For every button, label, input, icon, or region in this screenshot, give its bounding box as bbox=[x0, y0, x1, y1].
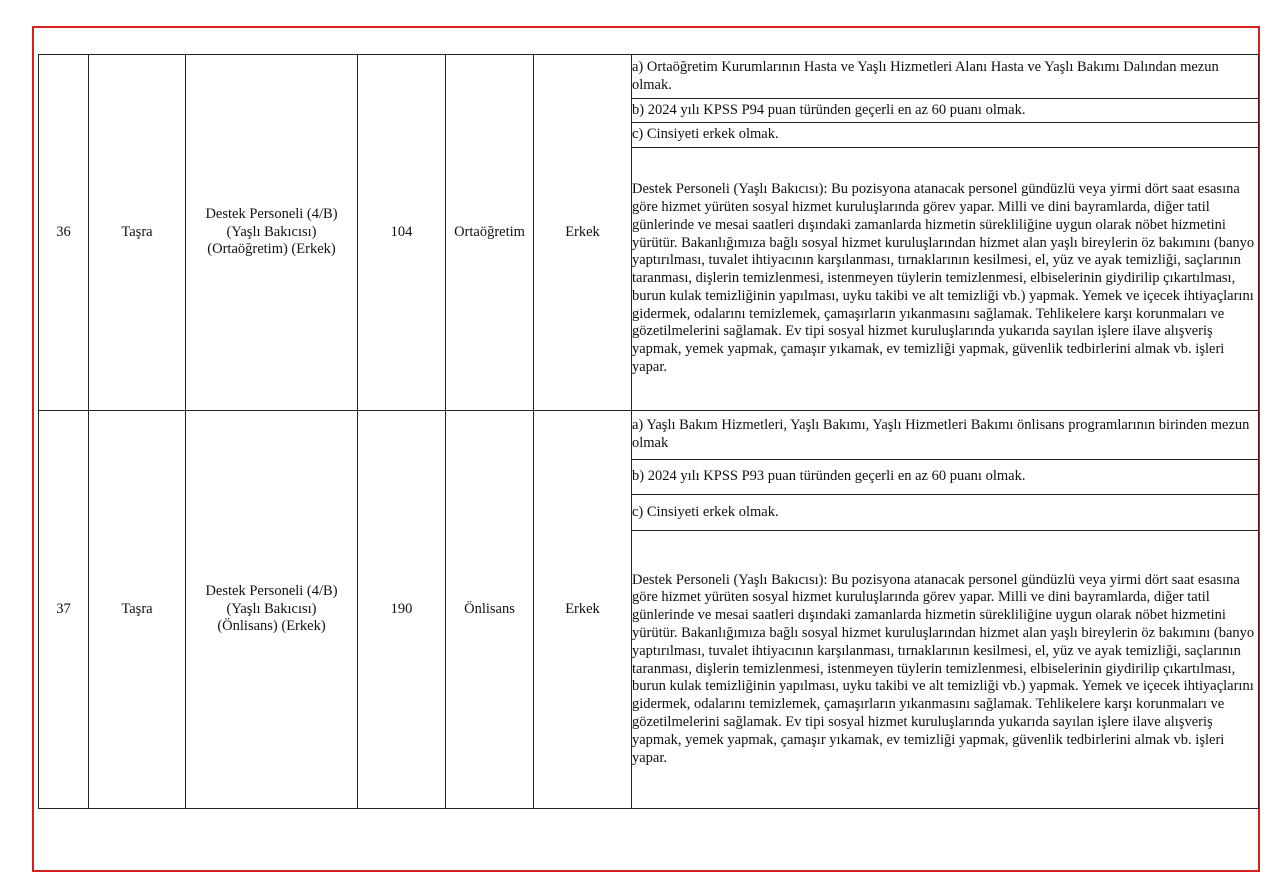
requirement-c: c) Cinsiyeti erkek olmak. bbox=[632, 495, 1259, 531]
position-count-cell: 190 bbox=[358, 411, 446, 809]
row-number: 36 bbox=[39, 55, 89, 411]
requirement-b: b) 2024 yılı KPSS P93 puan türünden geçerli en az 60 puanı olmak. bbox=[632, 460, 1259, 495]
row-number: 37 bbox=[39, 411, 89, 809]
job-description: Destek Personeli (Yaşlı Bakıcısı): Bu pozisyona atanacak personel gündüzlü veya yirmi dört saat esasına göre hizmet yürüten sosyal hizmet kuruluşlarında görev yapar. Milli ve dini bayramlarda, diğer tatil günlerinde ve mesai saatleri dışındaki zamanlarda hizmetin sürekliliğine uygun olarak nöbet hizmetini yürütür. Bakanlığımıza bağlı sosyal hizmet kuruluşlarından hizmet alan yaşlı bireylerin öz bakımını (banyo yaptırılması, tuvalet ihtiyacının karşılanması, tırnaklarının kesilmesi, el, yüz ve ayak temizliği, saçlarının taranması, dişlerin temizlenmesi, istenmeyen tüylerin temizlenmesi, elbiselerinin giydirilip çıkartılması, burun kulak temizliğinin yapılması, uyku takibi ve alt temizliği vb.) yapmak. Yemek ve içecek ihtiyaçlarını gidermek, odalarını temizlemek, çamaşırların yıkanmasını sağlamak. Tehlikelere karşı korunmaları ve gözetilmelerini sağlamak. Ev tipi sosyal hizmet kuruluşlarında yukarıda sayılan işlere ilave alışveriş yapmak, yemek yapmak, çamaşır yıkamak, ev temizliği yapmak, güvenlik tedbirlerini almak vb. işleri yapar. bbox=[632, 148, 1259, 411]
requirement-a: a) Ortaöğretim Kurumlarının Hasta ve Yaşlı Hizmetleri Alanı Hasta ve Yaşlı Bakımı Dalından mezun olmak. bbox=[632, 55, 1259, 99]
requirement-a: a) Yaşlı Bakım Hizmetleri, Yaşlı Bakımı, Yaşlı Hizmetleri Bakımı önlisans programlarının birinden mezun olmak bbox=[632, 411, 1259, 460]
table-row bbox=[39, 411, 1259, 460]
job-description: Destek Personeli (Yaşlı Bakıcısı): Bu pozisyona atanacak personel gündüzlü veya yirmi dört saat esasına göre hizmet yürüten sosyal hizmet kuruluşlarında görev yapar. Milli ve dini bayramlarda, diğer tatil günlerinde ve mesai saatleri dışındaki zamanlarda hizmetin sürekliliğine uygun olarak nöbet hizmetini yürütür. Bakanlığımıza bağlı sosyal hizmet kuruluşlarından hizmet alan yaşlı bireylerin öz bakımını (banyo yaptırılması, tuvalet ihtiyacının karşılanması, tırnaklarının kesilmesi, el, yüz ve ayak temizliği, saçlarının taranması, dişlerin temizlenmesi, istenmeyen tüylerin temizlenmesi, elbiselerinin giydirilip çıkartılması, burun kulak temizliğinin yapılması, uyku takibi ve alt temizliği vb.) yapmak. Yemek ve içecek ihtiyaçlarını gidermek, odalarını temizlemek, çamaşırların yıkanmasını sağlamak. Tehlikelere karşı korunmaları ve gözetilmelerini sağlamak. Ev tipi sosyal hizmet kuruluşlarında yukarıda sayılan işlere ilave alışveriş yapmak, yemek yapmak, çamaşır yıkamak, ev temizliği yapmak, güvenlik tedbirlerini almak vb. işleri yapar. bbox=[632, 531, 1259, 809]
positions-table bbox=[38, 54, 1259, 809]
position-count-cell: 104 bbox=[358, 55, 446, 411]
education-cell: Önlisans bbox=[446, 411, 534, 809]
requirement-c: c) Cinsiyeti erkek olmak. bbox=[632, 123, 1259, 148]
position-title-cell: Destek Personeli (4/B) (Yaşlı Bakıcısı) (Ortaöğretim) (Erkek) bbox=[186, 55, 358, 411]
requirement-b: b) 2024 yılı KPSS P94 puan türünden geçerli en az 60 puanı olmak. bbox=[632, 99, 1259, 123]
location-cell: Taşra bbox=[89, 55, 186, 411]
table-row bbox=[39, 55, 1259, 99]
location-cell: Taşra bbox=[89, 411, 186, 809]
gender-cell: Erkek bbox=[534, 55, 632, 411]
education-cell: Ortaöğretim bbox=[446, 55, 534, 411]
gender-cell: Erkek bbox=[534, 411, 632, 809]
position-title-cell: Destek Personeli (4/B) (Yaşlı Bakıcısı) (Önlisans) (Erkek) bbox=[186, 411, 358, 809]
